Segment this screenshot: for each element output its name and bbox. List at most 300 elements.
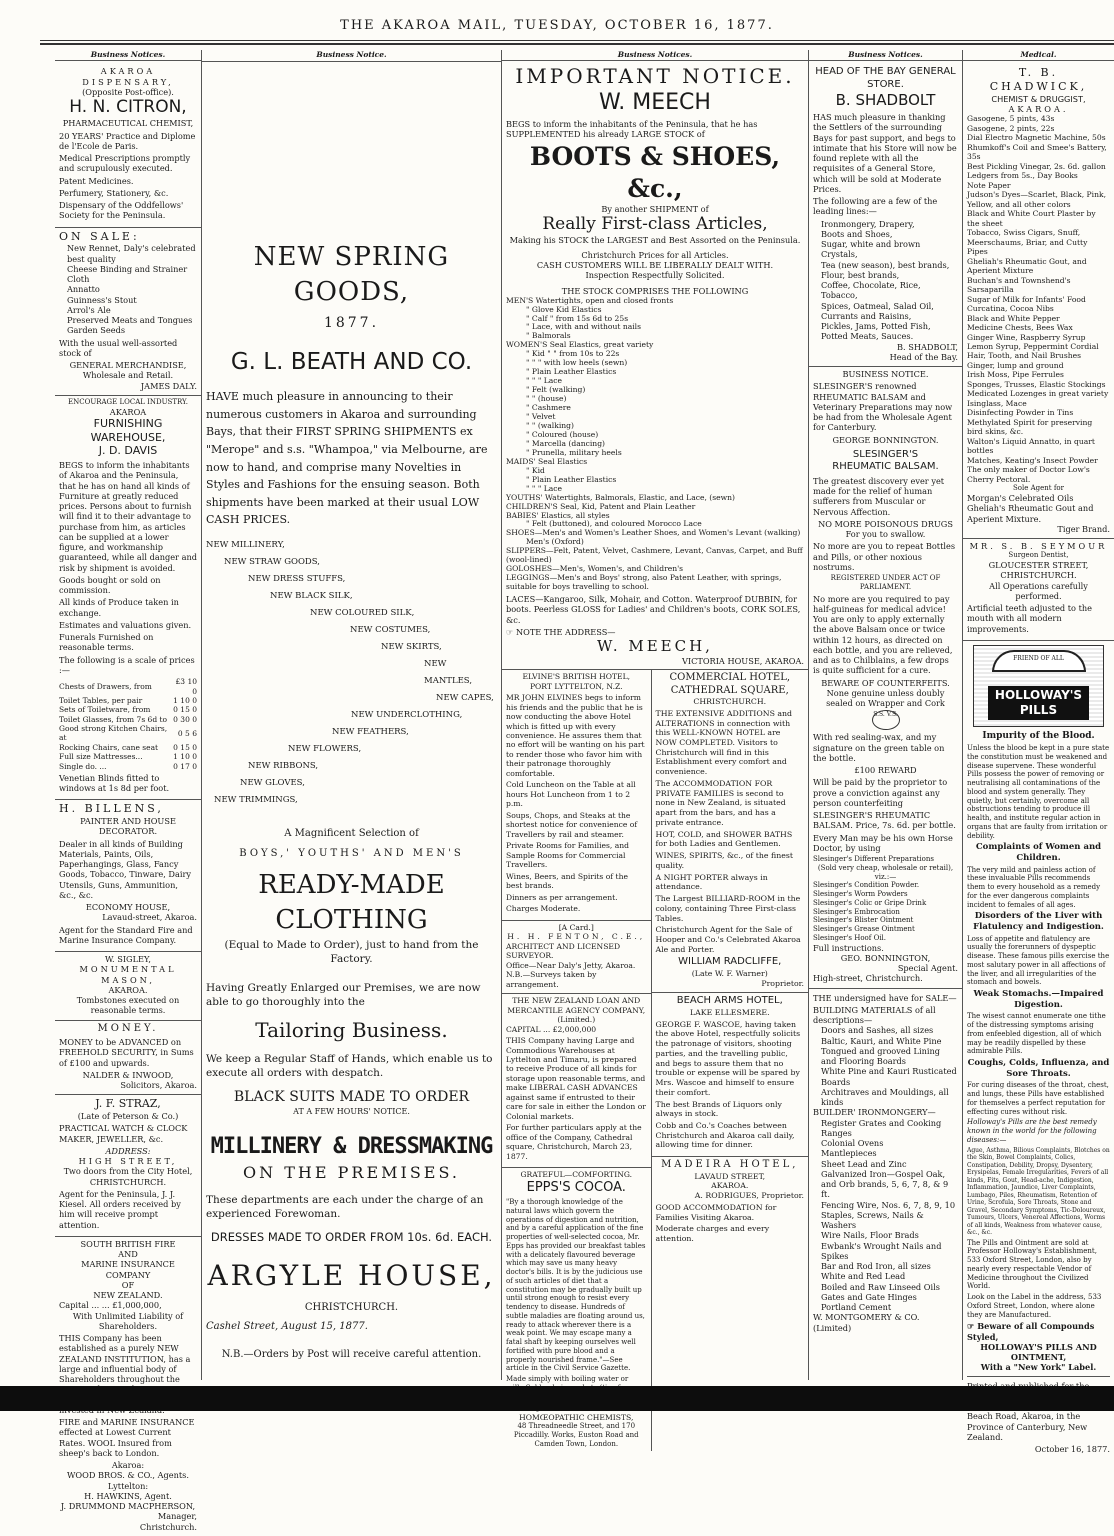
list-item: Slesinger's Blister Ointment — [813, 916, 914, 925]
ad-text: 48 Threadneedle Street, and 170 Piccadilly. Works, Euston Road and Camden Town, London. — [513, 1422, 639, 1448]
list-item: NEW STRAW GOODS, — [224, 557, 320, 567]
column-2 — [202, 50, 502, 1380]
list-item: Staples, Screws, Nails & Washers — [821, 1209, 924, 1231]
ad-name: J. F. STRAZ, — [95, 1097, 161, 1111]
list-item: " Plain Leather Elastics — [526, 474, 617, 484]
ad-title: ELVINE'S BRITISH HOTEL, — [522, 672, 631, 682]
ad-title: MADEIRA HOTEL, — [661, 1159, 799, 1171]
list-item: Slesinger's Colic or Gripe Drink — [813, 898, 927, 907]
ad-name: G. L. BEATH AND CO. — [230, 349, 473, 376]
ad-text: Charges Moderate. — [506, 904, 581, 914]
list-item: Ginger Wine, Raspberry Syrup — [967, 332, 1086, 342]
list-item: Irish Moss, Pipe Ferrules — [967, 370, 1064, 380]
list-item: NEW RIBBONS, — [248, 761, 319, 771]
list-item: Buchan's and Townshend's Sarsaparilla — [967, 275, 1071, 295]
list-item: " " (walking) — [526, 420, 574, 430]
ad-text: The Largest BILLIARD-ROOM in the colony, containing Three First-class Tables. — [655, 894, 801, 923]
stock-list — [506, 297, 804, 592]
ad-text: Dispensary of the Oddfellows' Society for the Peninsula. — [59, 200, 184, 221]
list-item: CHILDREN'S Seal, Kid, Patent and Plain Leather — [506, 501, 696, 511]
ad-text: WOOD BROS. & CO., Agents. — [67, 1470, 189, 1481]
ad-text: Loss of appetite and flatulency are usually the forerunners of dyspeptic disease. These famous pills exercise the most salutary power in all affections of the liver, and all irregularities of the stomach and bowels. — [967, 934, 1110, 987]
holloway-banner: HOLLOWAY'S PILLS — [988, 686, 1089, 720]
ad-name: T. B. CHADWICK, — [989, 66, 1088, 94]
column-header: Medical. — [963, 50, 1114, 61]
list-item: Annatto — [67, 284, 100, 295]
imprint-text: Beach Road, Akaroa, in the Province of Canterbury, New Zealand. — [967, 1411, 1088, 1442]
ad-role: CHEMIST & DRUGGIST, — [991, 93, 1086, 104]
table-cell: 0 15 0 — [173, 742, 197, 752]
ad-text: Special Agent. — [897, 963, 958, 974]
list-item: NEW DRESS STUFFS, — [248, 574, 346, 584]
list-item: " Felt (walking) — [526, 385, 586, 395]
fenton-ad — [502, 921, 651, 994]
ad-text: ADDRESS: — [105, 1145, 151, 1156]
column-5 — [963, 50, 1114, 1455]
ad-text: Medical Prescriptions promptly and scrupulously executed. — [59, 153, 191, 174]
list-item: Baltic, Kauri, and White Pine — [821, 1035, 942, 1046]
note-line — [506, 627, 804, 637]
ad-text: No more are you to repeat Bottles and Pills, or other noxious nostrums. — [813, 541, 956, 572]
column-3 — [502, 50, 809, 1448]
list-item: Tobacco, Swiss Cigars, Snuff, Meerschaums, Briar, and Cutty Pipes — [967, 228, 1088, 257]
ad-text: N.B.—Surveys taken by arrangement. — [506, 970, 597, 989]
ad-heading: THE STOCK COMPRISES THE FOLLOWING — [561, 286, 749, 297]
ad-heading: DRESSES MADE TO ORDER FROM 10s. 6d. EACH. — [210, 1229, 493, 1244]
list-item: Pickles, Jams, Potted Fish, — [821, 321, 931, 332]
ad-text: HOMŒOPATHIC CHEMISTS, — [519, 1412, 634, 1422]
list-item: NEW BLACK SILK, — [270, 591, 353, 601]
nzloan-ad — [502, 994, 651, 1168]
ad-text: Dinners as per arrangement. — [506, 892, 618, 902]
ad-signature: W. MONTGOMERY & CO. (Limited) — [813, 1312, 920, 1333]
ad-heading: MILLINERY & DRESSMAKING — [210, 1133, 493, 1159]
ad-heading: HIGH STREET, — [78, 1156, 178, 1167]
commercial-ad — [652, 670, 808, 993]
ad-text: VICTORIA HOUSE, AKAROA. — [681, 655, 804, 666]
list-item: Gasogene, 2 pints, 22s — [967, 123, 1055, 133]
ad-heading: BUILDER' IRONMONGERY— — [813, 1107, 936, 1118]
list-item: Coffee, Chocolate, Rice, Tobacco, — [821, 280, 921, 301]
list-item: NEW COLOURED SILK, — [310, 608, 415, 618]
list-item: Best Pickling Vinegar, 2s. 6d. gallon — [967, 161, 1106, 171]
column-1 — [55, 50, 202, 1532]
column-header: Business Notice. — [202, 50, 501, 62]
ad-place: LAKE ELLESMERE. — [689, 1007, 770, 1017]
ad-text: HOT, COLD, and SHOWER BATHS for both Ladies and Gentlemen. — [655, 829, 793, 849]
ad-signature: GEO. BONNINGTON, — [840, 952, 931, 963]
table-cell: 0 15 0 — [173, 705, 197, 715]
list-item: Slesinger's Different Preparations — [813, 855, 934, 864]
list-item: NEW MANTLES, — [424, 659, 473, 686]
ad-name: H. N. CITRON, — [69, 97, 187, 118]
ad-heading: SLESINGER'S — [852, 448, 919, 460]
banner-arch: FRIEND OF ALL — [992, 650, 1086, 672]
list-item: Judson's Dyes—Scarlet, Black, Pink, Yellow, and all other colors — [967, 190, 1106, 209]
ad-heading: NO MORE POISONOUS DRUGS — [818, 518, 953, 529]
ad-text: The following is a scale of prices :— — [59, 654, 195, 675]
table-row — [59, 743, 197, 752]
list-item: Slesinger's Grease Ointment — [813, 925, 915, 934]
list-item: Rhumkoff's Coil and Smee's Battery, 35s — [967, 142, 1107, 162]
ad-name: B. SHADBOLT — [835, 91, 936, 110]
list-item: Curcatina, Cocoa Nibs — [967, 304, 1054, 314]
column-header: Business Notices. — [502, 50, 808, 61]
ad-text: Proprietor. — [761, 978, 804, 988]
ad-text: These departments are each under the charge of an experienced Forewoman. — [206, 1194, 484, 1221]
ad-text: FIRE and MARINE INSURANCE effected at Lowest Current Rates. WOOL Insured from sheep's back to London. — [59, 1417, 195, 1458]
list-item: White and Red Lead — [821, 1271, 906, 1282]
list-item: Sheet Lead and Zinc — [821, 1158, 907, 1169]
ad-text: Making his STOCK the LARGEST and Best Assorted on the Peninsula. — [509, 235, 801, 246]
ad-text: The best Brands of Liquors only always in stock. — [655, 1099, 782, 1119]
list-item: Boiled and Raw Linseed Oils — [821, 1281, 940, 1292]
ad-text: Head of the Bay. — [889, 351, 958, 362]
scan-edge-bar — [0, 1386, 1114, 1411]
ad-text: Agent for the Standard Fire and Marine Insurance Company. — [59, 924, 193, 945]
list-item: The only maker of Doctor Low's Cherry Pectoral. — [967, 465, 1090, 484]
ad-place: CATHEDRAL SQUARE, — [670, 684, 789, 696]
money-ad — [55, 1021, 201, 1096]
list-item: Dial Electro Magnetic Machine, 50s — [967, 133, 1106, 143]
items-list — [206, 537, 497, 809]
masthead: THE AKAROA MAIL, TUESDAY, OCTOBER 16, 1877. — [340, 18, 774, 33]
ad-name: W. SIGLEY, — [105, 954, 151, 965]
ad-place: LAVAUD STREET, — [694, 1171, 766, 1181]
column-header: Business Notices. — [55, 50, 201, 61]
ad-text: A. RODRIGUES, Proprietor. — [694, 1191, 804, 1201]
ad-title: THE NEW ZEALAND LOAN AND MERCANTILE AGENCY COMPANY, — [507, 996, 646, 1015]
table-cell: 1 10 0 — [173, 695, 197, 705]
list-item: " Lace, with and without nails — [526, 322, 642, 332]
table-cell: Toilet Glasses, from 7s 6d to — [59, 714, 168, 724]
list-item: Walton's Liquid Annatto, in quart bottles — [967, 436, 1095, 456]
ad-text: SLESINGER'S RHEUMATIC BALSAM. Price, 7s. 6d. per bottle. — [813, 810, 956, 831]
ad-text: With a "New York" Label. — [980, 1362, 1097, 1373]
ad-text: We keep a Regular Staff of Hands, which enable us to execute all orders with despatch. — [206, 1052, 493, 1080]
table-row — [59, 677, 197, 696]
ad-text: A NIGHT PORTER always in attendance. — [655, 872, 768, 892]
ad-text: (Late W. F. Warner) — [691, 968, 768, 978]
ad-text: Lavaud-street, Akaroa. — [102, 912, 197, 923]
list-item: Guinness's Stout — [67, 294, 137, 305]
list-item: Slesinger's Condition Powder. — [813, 881, 920, 890]
ad-name: H. H. FENTON, C.E., — [507, 932, 646, 942]
ad-text: Having Greatly Enlarged our Premises, we are now able to go thoroughly into the — [206, 981, 481, 1008]
ad-heading: Disorders of the Liver with Flatulency and Indigestion. — [973, 911, 1104, 932]
ad-heading: BUILDING MATERIALS of all descriptions— — [813, 1004, 936, 1026]
ad-heading: BEWARE OF COUNTERFEITS. — [821, 677, 950, 688]
list-item: GOLOSHES—Men's, Women's, and Children's — [506, 564, 684, 574]
list-item: Slesinger's Worm Powders — [813, 890, 908, 899]
list-item: BABIES' Elastics, all styles — [506, 510, 610, 520]
ad-text: Cobb and Co.'s Coaches between Christchurch and Akaroa call daily, allowing time for dinner. — [655, 1120, 795, 1150]
list-item: Black and White Court Plaster by the sheet — [967, 209, 1096, 228]
ad-title: MARINE INSURANCE COMPANY — [81, 1259, 175, 1280]
ad-signature: JAMES DALY. — [140, 380, 197, 391]
list-item: Slesinger's Embrocation — [813, 907, 900, 916]
table-cell: Toilet Tables, per pair — [59, 695, 143, 705]
ad-text: For curing diseases of the throat, chest, and lungs, these Pills have established for themselves a perfect reputation for effecting cures without risk. — [967, 1081, 1109, 1116]
list-item: NEW GLOVES, — [240, 778, 305, 788]
ad-text: "By a thorough knowledge of the natural laws which govern the operations of digestion and nutrition, and by a careful application of the fine properties of well-selected cocoa, Mr. Epps has provided our breakfast tables with a delicately flavoured beverage which may save us many heavy doctor's bills. It is by the judicious use of such articles of diet that a constitution may be gradually built up until strong enough to resist every tendency to disease. Hundreds of subtle maladies are floating around us, ready to attack wherever there is a weak point. We may escape many a fatal shaft by keeping ourselves well fortified with pure blood and a properly nourished frame."—See article in the Civil Service Gazette. — [506, 1198, 646, 1373]
list-item: " Coloured (house) — [526, 429, 599, 439]
ad-text: BEGS to inform the inhabitants of Akaroa and the Peninsula, that he has on hand all kinds of Furniture at greatly reduced prices. Persons about to furnish will find it to their advantage to purchase from him, as articles can be supplied at a lower figure, and workmanship guaranteed, while all danger and risk by shipment is avoided. — [59, 460, 197, 573]
ad-text: NOTE THE ADDRESS— — [515, 626, 616, 637]
ad-title: IMPORTANT NOTICE. — [515, 64, 795, 89]
ad-text: Sole Agent for — [1013, 484, 1064, 493]
list-item: YOUTHS' Watertights, Balmorals, Elastic, and Lace, (sewn) — [506, 492, 736, 502]
list-item: Gates and Gate Hinges — [821, 1291, 917, 1302]
ad-title: MONUMENTAL MASON, — [79, 964, 177, 985]
column-3-right — [652, 670, 808, 1450]
column-header: Business Notices. — [809, 50, 962, 61]
ad-signature: GEORGE BONNINGTON. — [832, 434, 939, 445]
table-row — [59, 762, 197, 771]
table-row — [59, 696, 197, 705]
ad-text: SLESINGER'S renowned RHEUMATIC BALSAM and Veterinary Preparations may now be had from the Wholesale Agent for Canterbury. — [813, 381, 953, 433]
ad-heading: ON THE PREMISES. — [243, 1162, 460, 1182]
ad-text: Tiger Brand. — [1057, 523, 1110, 534]
ad-text: With red sealing-wax, and my signature on the green table on the bottle. — [813, 732, 945, 763]
ad-place: CHRISTCHURCH. — [304, 1301, 399, 1313]
list-item: " Marcella (dancing) — [526, 438, 606, 448]
table-row — [59, 715, 197, 724]
list-item: Garden Seeds — [67, 325, 126, 336]
ad-text: GOOD ACCOMMODATION for Families Visiting Akaroa. — [655, 1202, 777, 1222]
ad-text: Every Man may be his own Horse Doctor, by using — [813, 832, 953, 853]
list-item: NEW COSTUMES, — [350, 625, 431, 635]
list-item: Doors and Sashes, all sizes — [821, 1025, 934, 1036]
ad-text: Capital ... ... £1,000,000, — [59, 1300, 162, 1311]
table-cell: Good strong Kitchen Chairs, at — [59, 724, 168, 743]
table-row — [59, 705, 197, 714]
ad-text: AT A FEW HOURS' NOTICE. — [293, 1107, 410, 1117]
list-item: Currants and Raisins, — [821, 310, 912, 321]
ad-heading: HOLLOWAY'S PILLS AND OINTMENT, — [980, 1341, 1097, 1363]
pointing-hand-icon: ☞ — [506, 626, 514, 637]
table-cell: Single do. ... — [59, 761, 107, 771]
ad-text: REGISTERED UNDER ACT OF PARLIAMENT. — [830, 574, 941, 591]
ad-kicker: GRATEFUL—COMFORTING. — [520, 1170, 633, 1180]
list-item: New Rennet, Daly's celebrated best quality — [67, 243, 196, 264]
ad-name: WILLIAM RADCLIFFE, — [678, 956, 782, 968]
ad-text: WINES, SPIRITS, &c., of the finest quality. — [655, 851, 794, 870]
table-cell: 1 10 0 — [173, 752, 197, 762]
ad-text: Artificial teeth adjusted to the mouth with all modern improvements. — [967, 603, 1092, 634]
ad-text: Beware of all Compounds Styled, — [967, 1321, 1095, 1342]
ad-name: ARGYLE HOUSE, — [207, 1259, 496, 1293]
list-item: SLIPPERS—Felt, Patent, Velvet, Cashmere, Levant, Canvas, Carpet, and Buff (wool-lined) — [506, 546, 803, 565]
list-item: Tea (new season), best brands, — [821, 259, 950, 270]
list-item: Spices, Oatmeal, Salad Oil, — [821, 300, 934, 311]
ad-text: (Limited.) — [557, 1015, 596, 1025]
ad-heading: Impurity of the Blood. — [982, 730, 1095, 741]
ad-text: The greatest discovery ever yet made for the relief of human sufferers from Muscular or Nervous Affection. — [813, 475, 945, 517]
ad-text: For you to swallow. — [845, 529, 926, 540]
ad-text: CASH CUSTOMERS WILL BE LIBERALLY DEALT WITH. — [536, 259, 774, 270]
ad-text: With the usual well-assorted stock of — [59, 337, 178, 358]
seymour-ad — [963, 539, 1114, 641]
list-item: " Felt (buttoned), and coloured Morocco Lace — [526, 519, 702, 529]
shadbolt-ad — [809, 64, 962, 367]
list-item: Men's (Oxford) — [526, 537, 584, 547]
ad-title: SOUTH BRITISH FIRE — [80, 1238, 176, 1249]
ad-place: CHRISTCHURCH. — [1000, 570, 1077, 581]
ad-heading: £100 REWARD — [854, 765, 917, 776]
ad-name: W. MEECH — [599, 90, 711, 116]
ad-text: Gheliah's Rheumatic Gout and Aperient Mixture. — [967, 503, 1094, 524]
list-item: Fencing Wire, Nos. 6, 7, 8, 9, 10 — [821, 1199, 956, 1210]
list-item: Portland Cement — [821, 1302, 892, 1313]
chadwick-ad — [963, 64, 1114, 539]
ad-text: Patent Medicines. — [59, 175, 134, 186]
ad-text: The wisest cannot enumerate one tithe of the distressing symptoms arising from enfeebled digestion, all of which may be readily dispelled by these admirable Pills. — [967, 1012, 1106, 1056]
seal-icon: S.S. V.S. — [872, 710, 900, 730]
ad-text: Moderate charges and every attention. — [655, 1224, 770, 1244]
list-item: White Pine and Kauri Rusticated Boards — [821, 1066, 957, 1087]
list-item: MAIDS' Seal Elastics — [506, 456, 588, 466]
ad-text: The Pills and Ointment are sold at Professor Holloway's Establishment, 533 Oxford Street, London, also by nearly every respectable Vendor of Medicine throughout the Civilized World. — [967, 1238, 1097, 1291]
ad-text: All kinds of Produce taken in exchange. — [59, 597, 179, 618]
masthead-rule-bottom — [40, 43, 1114, 45]
list-item: NEW TRIMMINGS, — [214, 795, 298, 805]
list-item: LEGGINGS—Men's and Boys' strong, also Patent Leather, with springs, suitable for boys travelling to school. — [506, 573, 782, 592]
list-item: Flour, best brands, — [821, 269, 900, 280]
list-item: Cheese Binding and Strainer Cloth — [67, 263, 188, 285]
ad-title: BEACH ARMS HOTEL, — [676, 995, 783, 1007]
ad-heading: Complaints of Women and Children. — [975, 842, 1102, 863]
ad-heading: BLACK SUITS MADE TO ORDER — [233, 1089, 470, 1106]
ad-text: GEORGE F. WASCOE, having taken the above Hotel, respectfully solicits the patronage of visitors, shooting parties, and the travelling public, and begs to assure them that no trouble or expense will be spared by Mrs. Wascoe and himself to ensure their comfort. — [655, 1019, 801, 1097]
column-3-left — [502, 670, 652, 1450]
ad-text: Unless the blood be kept in a pure state the constitution must be weakened and disease supervene. These wonderful Pills possess the power of removing or neutralising all contaminations of the blood and system generally. They quietly, but certainly, overcome all obstructions tending to produce ill health, and institute regular action in organs that are faulty from irritation or debility. — [967, 744, 1110, 840]
ad-text: Dealer in all kinds of Building Materials, Paints, Oils, Paperhangings, Glass, Fancy Goods, Tobacco, Tinware, Dairy Utensils, Guns, Ammunition, &c., &c. — [59, 838, 192, 900]
table-row — [59, 724, 197, 743]
list-item: Tongued and grooved Lining and Flooring Boards — [821, 1045, 941, 1067]
ad-text: LACES—Kangaroo, Silk, Mohair, and Cotton. Waterproof DUBBIN, for boots. Peerless GLOSS for Ladies' and Children's boots, CORK SOLES, &c. — [506, 594, 801, 625]
ad-title: MONEY. — [97, 1022, 159, 1034]
ad-title: COMMERCIAL HOTEL, — [669, 672, 791, 684]
ad-text: (Late of Peterson & Co.) — [77, 1111, 179, 1122]
list-item: Ledgers from 5s., Day Books — [967, 171, 1078, 181]
building-ad — [813, 989, 958, 1335]
list-item: Isinglass, Mace — [967, 398, 1027, 408]
list-item: WOMEN'S Seal Elastics, great variety — [506, 340, 654, 350]
ad-role: ARCHITECT AND LICENSED SURVEYOR. — [506, 941, 621, 961]
ad-text: Wholesale and Retail. — [82, 370, 174, 381]
list-item: Preserved Meats and Tongues — [67, 315, 193, 326]
list-item: Matches, Keating's Insect Powder — [967, 455, 1098, 465]
dispensary-ad — [55, 64, 201, 227]
ad-role: Surgeon Dentist, — [1008, 551, 1069, 560]
ad-text: Goods bought or sold on commission. — [59, 574, 161, 596]
table-cell: 0 5 6 — [177, 728, 197, 738]
list-item: Lemon Syrup, Peppermint Cordial — [967, 342, 1099, 351]
ad-place: AKAROA. — [108, 984, 148, 995]
ad-text: Venetian Blinds fitted to windows at 1s 8d per foot. — [59, 772, 170, 794]
ad-text: Agent for the Peninsula, J. J. Kiesel. All orders received by him will receive prompt attention. — [59, 1188, 181, 1230]
list-item: " Kid " " from 10s to 22s — [526, 349, 620, 359]
ad-title: OF — [121, 1279, 135, 1290]
list-item: Potted Meats, Sauces. — [821, 331, 914, 342]
ad-heading: GENERAL MERCHANDISE, — [69, 360, 187, 371]
ad-text: The ACCOMMODATION FOR PRIVATE FAMILIES is second to none in New Zealand, is situated apart from the bars, and has a private entrance. — [655, 778, 786, 827]
ad-text: Morgan's Celebrated Oils — [967, 493, 1074, 504]
ad-text: Private Rooms for Families, and Sample Rooms for Commercial Travellers. — [506, 841, 630, 870]
ad-text: For further particulars apply at the office of the Company, Cathedral square, Christchurch, March 23, 1877. — [506, 1123, 642, 1161]
ad-text: None genuine unless doubly sealed on Wrapper and Cork — [826, 687, 945, 709]
ad-text: Funerals Furnished on reasonable terms. — [59, 632, 154, 653]
list-item: Slesinger's Hoof Oil. — [813, 933, 887, 942]
beach-arms-ad — [652, 993, 808, 1157]
list-item: " Prunella, military heels — [526, 447, 622, 457]
page-columns — [55, 50, 1114, 1532]
list-item: Architraves and Mouldings, all kinds — [821, 1086, 949, 1108]
ad-text: Manager, — [157, 1511, 197, 1522]
holloway-engraving — [973, 645, 1104, 727]
table-cell: Full size Mattresses... — [59, 752, 143, 762]
ad-text: Holloway's Pills are the best remedy known in the world for the following diseases:— — [967, 1118, 1097, 1144]
ad-place: GLOUCESTER STREET, — [988, 560, 1089, 571]
list-item: Mantlepieces — [821, 1148, 877, 1159]
ad-text: BOYS,' YOUTHS' AND MEN'S — [239, 847, 464, 859]
list-item: Black and White Pepper — [967, 313, 1060, 323]
ad-place: AKAROA. — [711, 1181, 749, 1191]
meech-ad — [502, 64, 808, 670]
ad-text: No more are you required to pay half-guineas for medical advice! You are only to apply externally the above Balsam once or twice within 12 hours, as directed on each bottle, and you are relieved, and as to Chilblains, a few drops is quite sufficient for a cure. — [813, 593, 953, 676]
list-item: NEW CAPES, — [436, 693, 494, 703]
list-item: Hair, Tooth, and Nail Brushes — [967, 351, 1082, 361]
ad-text: Perfumery, Stationery, &c. — [59, 187, 169, 198]
list-item: Bar and Rod Iron, all sizes — [821, 1261, 931, 1272]
list-item: NEW UNDERCLOTHING, — [351, 710, 463, 720]
ad-date: Cashel Street, August 15, 1877. — [206, 1321, 368, 1333]
ad-name: NALDER & INWOOD, — [82, 1069, 174, 1080]
ad-heading: BOOTS & SHOES, &c., — [529, 142, 781, 203]
list-item: NEW MILLINERY, — [206, 540, 285, 550]
ad-text: H. HAWKINS, Agent. — [84, 1490, 172, 1501]
list-item: Boots and Shoes, — [821, 228, 893, 239]
ad-title: NEW SPRING GOODS, — [253, 242, 450, 308]
beware-line — [967, 1321, 1110, 1342]
ad-text: Full instructions. — [813, 942, 884, 953]
ad-text: Lyttelton: — [107, 1480, 149, 1491]
ad-text: Estimates and valuations given. — [59, 619, 192, 630]
ad-text: THE undersigned have for SALE— — [813, 992, 957, 1003]
ad-title: EPPS'S COCOA. — [526, 1179, 626, 1195]
ad-role: PHARMACEUTICAL CHEMIST, — [62, 118, 194, 129]
list-item: Medicine Chests, Bees Wax — [967, 323, 1073, 333]
list-item: Galvanized Iron—Gospel Oak, and Orb brands, 5, 6, 7, 8, & 9 ft. — [821, 1168, 949, 1200]
table-cell: £3 10 0 — [175, 677, 197, 696]
ad-text: A Magnificent Selection of — [284, 828, 419, 839]
ad-text: All Operations carefully performed. — [989, 580, 1088, 601]
straz-ad — [55, 1095, 201, 1237]
holloway-ad — [967, 645, 1110, 1373]
ad-text: (Equal to Made to Order), just to hand from the Factory. — [224, 939, 479, 966]
ad-kicker: ENCOURAGE LOCAL INDUSTRY. — [67, 397, 189, 406]
ad-heading: Weak Stomachs.—Impaired Digestion. — [973, 989, 1104, 1010]
column-4 — [809, 50, 963, 1380]
list-item: Ironmongery, Drapery, — [821, 218, 915, 229]
ad-heading: Coughs, Colds, Influenza, and Sore Throats. — [967, 1058, 1110, 1079]
ad-title: HEAD OF THE BAY GENERAL STORE. — [815, 66, 956, 90]
ad-heading: ECONOMY HOUSE, — [85, 902, 171, 913]
elvines-ad — [502, 670, 651, 921]
ad-title: BUSINESS NOTICE. — [842, 369, 929, 380]
list-item: Sugar of Milk for Infants' Food — [967, 294, 1086, 304]
